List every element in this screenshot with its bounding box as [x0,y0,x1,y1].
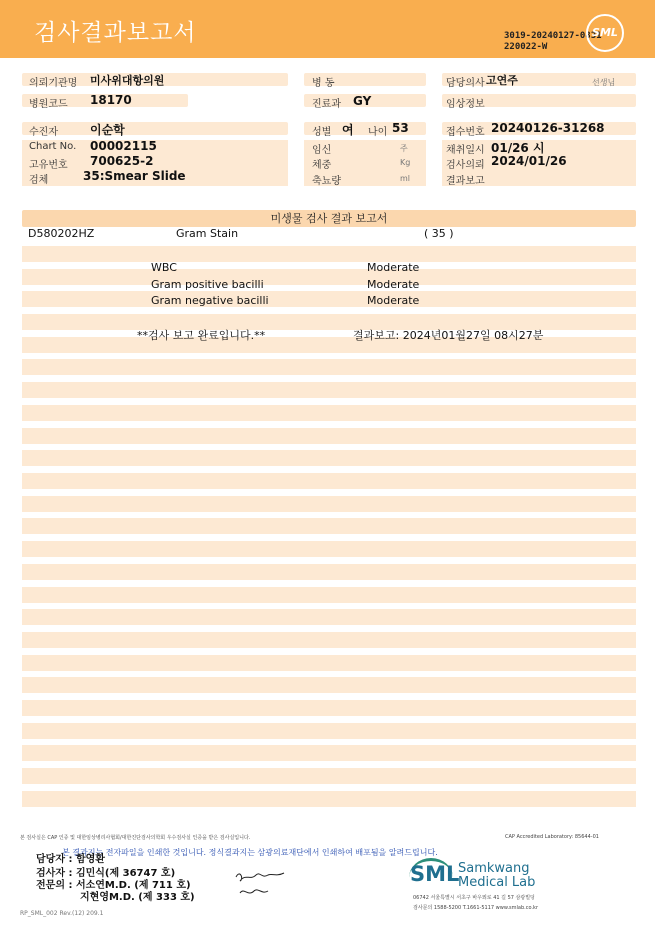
result-value: Moderate [367,278,420,291]
sex-value: 여 [342,123,354,137]
certification-note: 본 검사실은 CAP 인증 및 대한임상병리사협회/대한진단검사의학회 우수검사실 인증을 받은 검사실입니다. [20,835,251,841]
institution-label: 의뢰기관명 [29,78,78,89]
brand-name-line1: Samkwang [458,861,530,876]
document-number-line2: 220022-W [504,42,548,52]
result-row-band [22,609,636,625]
result-row-band [22,428,636,444]
result-row-band [22,632,636,648]
result-row-band [22,723,636,739]
weight-unit: Kg [400,158,411,167]
urine-label: 축뇨량 [312,176,341,187]
result-row-band [22,655,636,671]
result-name: Gram negative bacilli [151,294,269,307]
sex-label: 성별 [312,127,332,138]
result-row-band [22,246,636,262]
specimen-value: 35:Smear Slide [83,169,186,183]
result-row-band [22,791,636,807]
result-row-band [22,337,636,353]
chart-value: 00002115 [90,139,157,153]
result-row-band [22,405,636,421]
result-row-band [22,314,636,330]
weight-label: 체중 [312,160,332,171]
test-name: Gram Stain [176,227,239,240]
result-value: Moderate [367,294,420,307]
section-title: 미생물 검사 결과 보고서 [270,212,388,225]
sml-logo: SML [586,14,624,52]
result-row-band [22,291,636,307]
clinical-label: 임상정보 [446,99,485,110]
lab-address: 06742 서울특별시 서초구 바우뫼로 41 길 57 삼광빌딩 [413,895,535,901]
result-row-band [22,677,636,693]
brand-name-line2: Medical Lab [458,875,536,890]
hospital-code-label: 병원코드 [29,99,68,110]
pregnancy-unit: 주 [400,144,408,153]
doctor-suffix: 선생님 [592,78,616,87]
doctor-label: 담당의사 [446,78,485,89]
brand-name [458,862,535,890]
result-row-band [22,768,636,784]
pregnancy-label: 임신 [312,145,332,156]
specialist-1: 전문의 : 서소연M.D. (제 711 호) [36,880,191,891]
result-row-band [22,700,636,716]
result-row-band [22,587,636,603]
collect-value: 01/26 시 [491,141,545,155]
result-name: Gram positive bacilli [151,278,264,291]
dept-value: GY [353,94,372,108]
patient-label: 수진자 [29,127,58,138]
tester: 검사자 : 김민식(제 36747 호) [36,868,176,879]
result-row-band [22,496,636,512]
urine-unit: ml [400,174,411,183]
chart-label: Chart No. [29,141,77,152]
brand-logo: SML [410,862,460,886]
result-row-band [22,382,636,398]
report-label: 결과보고 [446,176,485,187]
request-label: 검사의뢰 [446,160,485,171]
result-name: WBC [151,261,177,274]
collect-label: 채취일시 [446,145,485,156]
reporter: 담당자 : 함영환 [36,854,105,865]
unique-value: 700625-2 [90,154,154,168]
result-row-band [22,541,636,557]
report-title: 검사결과보고서 [34,20,197,46]
result-row-band [22,269,636,285]
signature-image [234,865,290,899]
doctor-value: 고연주 [486,74,518,87]
cap-note: CAP Accredited Laboratory: 85644-01 [505,834,599,840]
test-code: D580202HZ [28,227,95,240]
receipt-label: 접수번호 [446,127,485,138]
result-row-band [22,518,636,534]
specialist-2: 지현영M.D. (제 333 호) [80,892,195,903]
result-row-band [22,745,636,761]
test-specimen: ( 35 ) [424,227,454,240]
form-code: RP_SML_002 Rev.(12) 209.1 [20,910,104,917]
completion-message: **검사 보고 완료입니다.** [137,329,266,342]
dept-label: 진료과 [312,99,341,110]
request-value: 2024/01/26 [491,154,567,168]
document-number-line1: 3019-20240127-0831 [504,31,602,41]
age-label: 나이 [368,127,388,138]
lab-contact: 검사문의 1588-5200 T.1661-5117 www.smlab.co.kr [413,905,538,911]
info-band [22,122,288,135]
ward-label: 병 동 [312,78,335,89]
receipt-value: 20240126-31268 [491,121,605,135]
print-notice: 본 결과지는 전자파일을 인쇄한 것입니다. 정식결과지는 삼광의료재단에서 인쇄하여 배포됨을 알려드립니다. [62,848,438,857]
report-time: 결과보고: 2024년01월27일 08시27분 [353,329,544,342]
hospital-code-value: 18170 [90,93,132,107]
result-value: Moderate [367,261,420,274]
result-row-band [22,564,636,580]
patient-value: 이순학 [90,123,125,137]
specimen-label: 검체 [29,175,49,186]
result-row-band [22,359,636,375]
result-row-band [22,473,636,489]
age-value: 53 [392,121,409,135]
unique-label: 고유번호 [29,160,68,171]
result-row-band [22,450,636,466]
institution-value: 미사위대항의원 [90,74,165,87]
